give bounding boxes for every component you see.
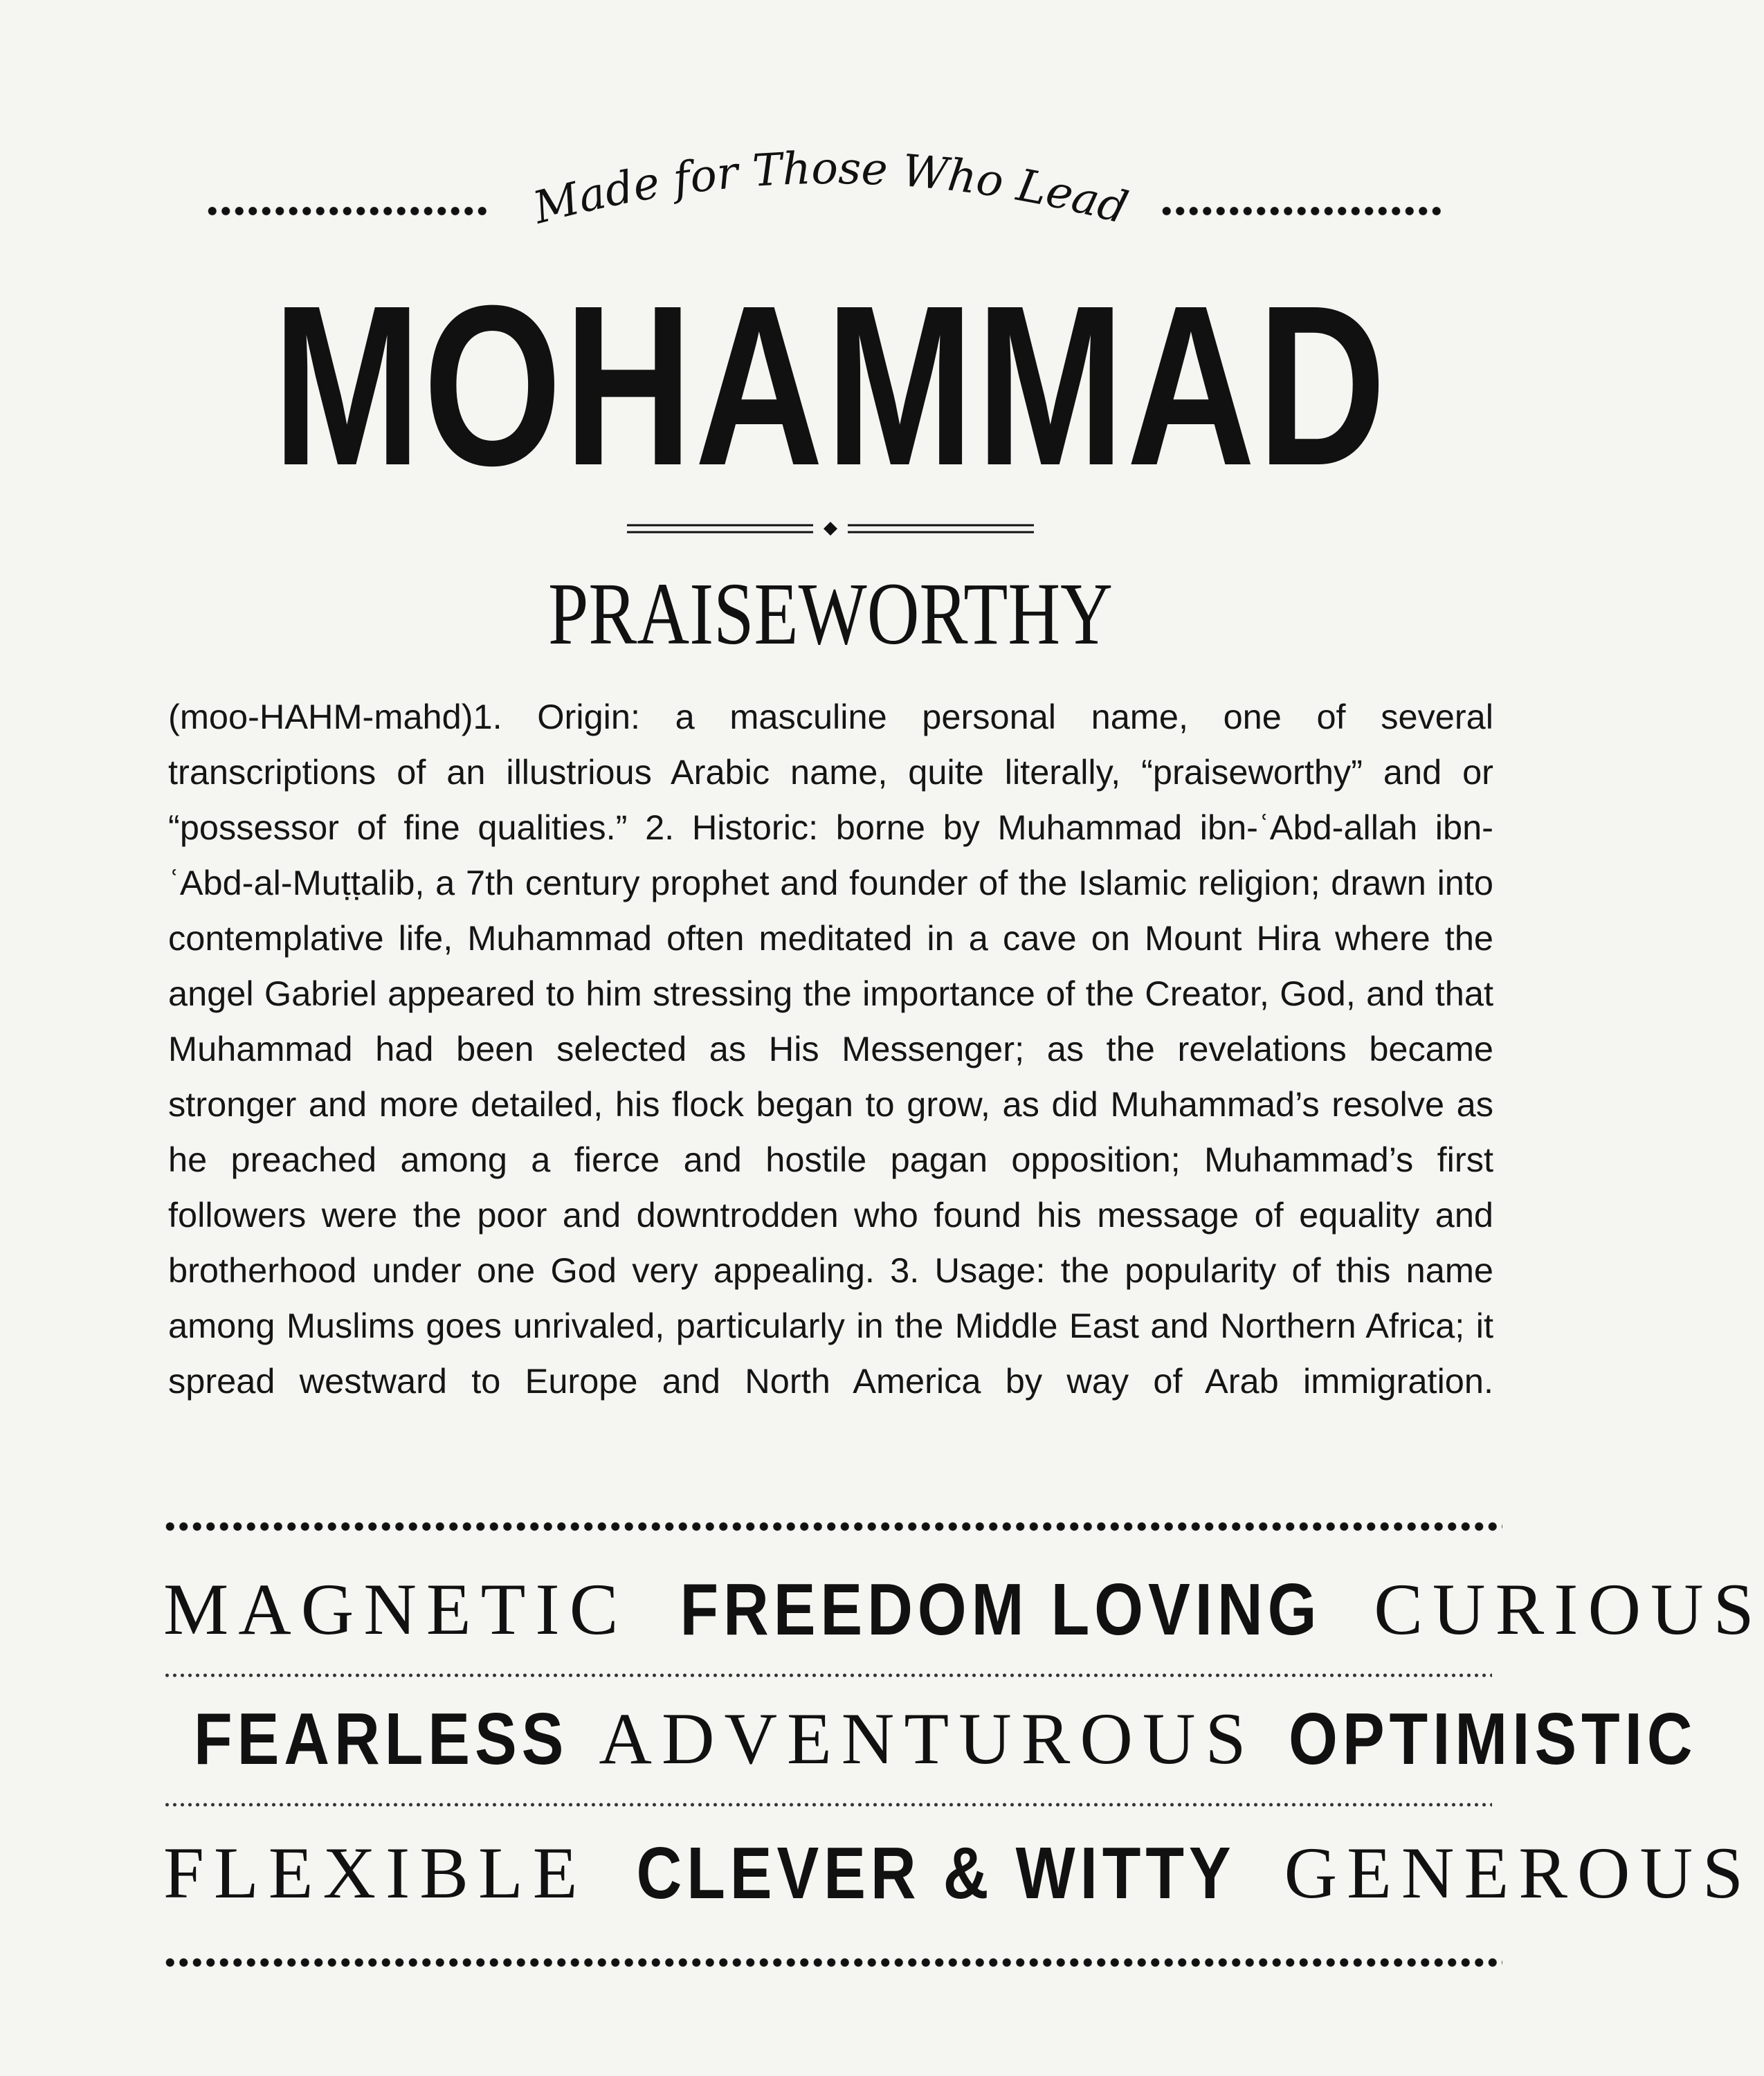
trait-row-1 xyxy=(163,1568,1764,1651)
trait-word: GENEROUS xyxy=(1284,1832,1753,1913)
trait-row-3 xyxy=(163,1832,1753,1915)
name-title: MOHAMMAD xyxy=(273,257,1388,513)
trait-separator xyxy=(163,1673,1492,1677)
name-description: (moo-HAHM-mahd)1. Origin: a masculine personal name, one of several transcriptions of an illustrious Arabic name, quite literally, “praiseworthy” and or “possessor of fine qualities.” 2. Historic: borne by Muhammad ibn-ʿAbd-allah ibn-ʿAbd-al-Muṭṭalib, a 7th century prophet and founder of the Islamic religion; drawn into contemplative life, Muhammad often meditated in a cave on Mount Hira where the angel Gabriel appeared to him stressing the importance of the Creator, God, and that Muhammad had been selected as His Messenger; as the revelations became stronger and more detailed, his flock began to grow, as did Muhammad’s resolve as he preached among a fierce and hostile pagan opposition; Muhammad’s first followers were the poor and downtrodden who found his message of equality and brotherhood under one God very appealing. 3. Usage: the popularity of this name among Muslims goes unrivaled, particularly in the Middle East and Northern Africa; it spread westward to Europe and North America by way of Arab immigration. xyxy=(168,697,1493,1401)
trait-word: FEARLESS xyxy=(194,1698,569,1780)
trait-word: MAGNETIC xyxy=(163,1569,628,1650)
tagline-text: Made for Those Who Lead xyxy=(528,143,1133,235)
trait-separator xyxy=(163,1803,1492,1807)
tagline xyxy=(0,118,1661,242)
trait-row-2 xyxy=(163,1697,1698,1781)
svg-text:Made for Those Who Lead xyxy=(527,143,1132,235)
meaning-heading: PRAISEWORTHY xyxy=(548,565,1113,663)
bottom-dot-rule xyxy=(163,1958,1502,1967)
trait-word: CLEVER & WITTY xyxy=(635,1832,1236,1914)
trait-word: CURIOUS xyxy=(1374,1569,1764,1650)
ornament-divider xyxy=(623,518,1038,540)
trait-word: OPTIMISTIC xyxy=(1289,1698,1698,1780)
trait-word: ADVENTUROUS xyxy=(599,1698,1256,1779)
trait-word: FREEDOM LOVING xyxy=(680,1569,1322,1650)
trait-word: FLEXIBLE xyxy=(163,1832,588,1913)
traits-top-dot-rule xyxy=(163,1522,1502,1531)
